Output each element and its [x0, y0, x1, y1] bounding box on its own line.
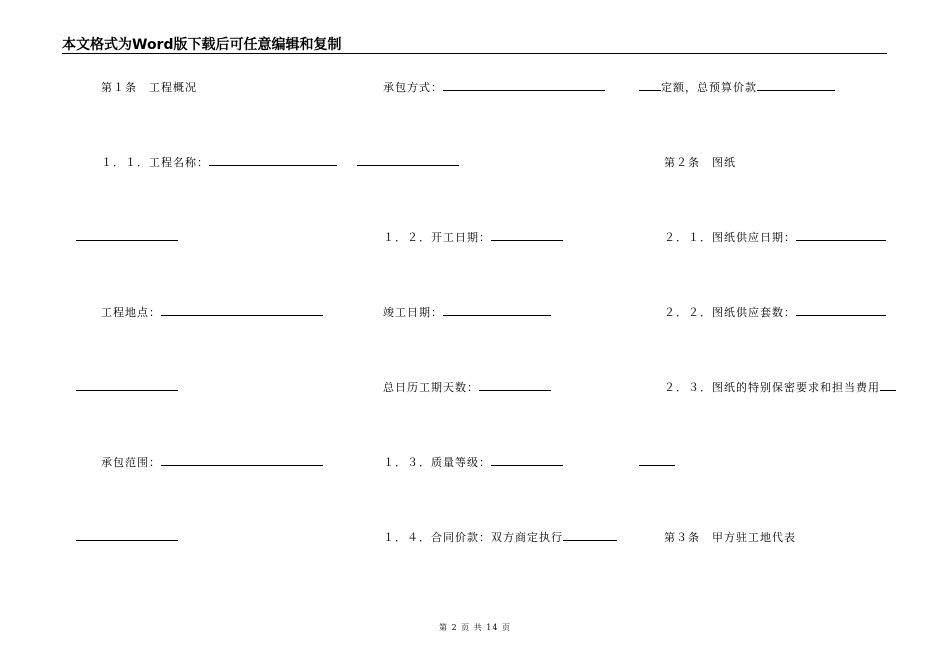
quality-grade-label: １．３．质量等级：	[383, 456, 491, 469]
blank-field[interactable]	[639, 454, 675, 466]
total-days-label: 总日历工期天数：	[383, 381, 479, 394]
quality-grade-row	[383, 454, 563, 470]
project-site-field[interactable]	[161, 304, 323, 316]
drawing-supply-date-row	[664, 229, 886, 245]
project-name-row	[101, 154, 337, 170]
contract-method-label: 承包方式：	[383, 81, 443, 94]
completion-date-label: 竣工日期：	[383, 306, 443, 319]
quota-budget-row	[639, 79, 835, 95]
contract-price-label: １．４．合同价款：双方商定执行	[383, 531, 563, 544]
clause-1-title: 第１条 工程概况	[101, 81, 197, 94]
drawing-sets-label: ２．２．图纸供应套数：	[664, 306, 796, 319]
total-days-field[interactable]	[479, 379, 551, 391]
drawing-confidentiality-field[interactable]	[880, 379, 896, 391]
contract-method-row	[383, 79, 605, 95]
contract-scope-label: 承包范围：	[101, 456, 161, 469]
project-site-label: 工程地点：	[101, 306, 161, 319]
completion-date-field[interactable]	[443, 304, 551, 316]
start-date-row	[383, 229, 563, 245]
total-days-row	[383, 379, 551, 395]
continuation-row-left-1	[76, 229, 178, 244]
blank-field[interactable]	[76, 529, 178, 541]
continuation-row-middle-1	[357, 154, 459, 169]
contract-price-field[interactable]	[563, 529, 617, 541]
quota-budget-label: 定额，总预算价款	[661, 81, 757, 94]
completion-date-row	[383, 304, 551, 320]
quota-field[interactable]	[639, 79, 661, 91]
quality-grade-field[interactable]	[491, 454, 563, 466]
header-title: 本文格式为Word版下载后可任意编辑和复制	[62, 37, 342, 53]
drawing-sets-row	[664, 304, 886, 320]
clause-2-title: 第２条 图纸	[664, 156, 736, 169]
start-date-field[interactable]	[491, 229, 563, 241]
blank-field[interactable]	[76, 229, 178, 241]
drawing-supply-date-field[interactable]	[796, 229, 886, 241]
project-site-row	[101, 304, 323, 320]
header-divider	[62, 53, 887, 54]
page-number: 第 2 页 共 14 页	[439, 623, 511, 632]
contract-price-row	[383, 529, 617, 545]
project-name-label: １．１．工程名称：	[101, 156, 209, 169]
drawing-supply-date-label: ２．１．图纸供应日期：	[664, 231, 796, 244]
clause-3-title: 第３条 甲方驻工地代表	[664, 531, 796, 544]
drawing-confidentiality-label: ２．３．图纸的特别保密要求和担当费用	[664, 381, 880, 394]
drawing-confidentiality-row	[664, 379, 896, 395]
drawing-sets-field[interactable]	[796, 304, 886, 316]
budget-field[interactable]	[757, 79, 835, 91]
continuation-row-left-3	[76, 529, 178, 544]
blank-field[interactable]	[76, 379, 178, 391]
contract-method-field[interactable]	[443, 79, 605, 91]
project-name-field[interactable]	[209, 154, 337, 166]
continuation-row-right-1	[639, 454, 675, 469]
blank-field[interactable]	[357, 154, 459, 166]
start-date-label: １．２．开工日期：	[383, 231, 491, 244]
continuation-row-left-2	[76, 379, 178, 394]
contract-scope-field[interactable]	[161, 454, 323, 466]
contract-scope-row	[101, 454, 323, 470]
